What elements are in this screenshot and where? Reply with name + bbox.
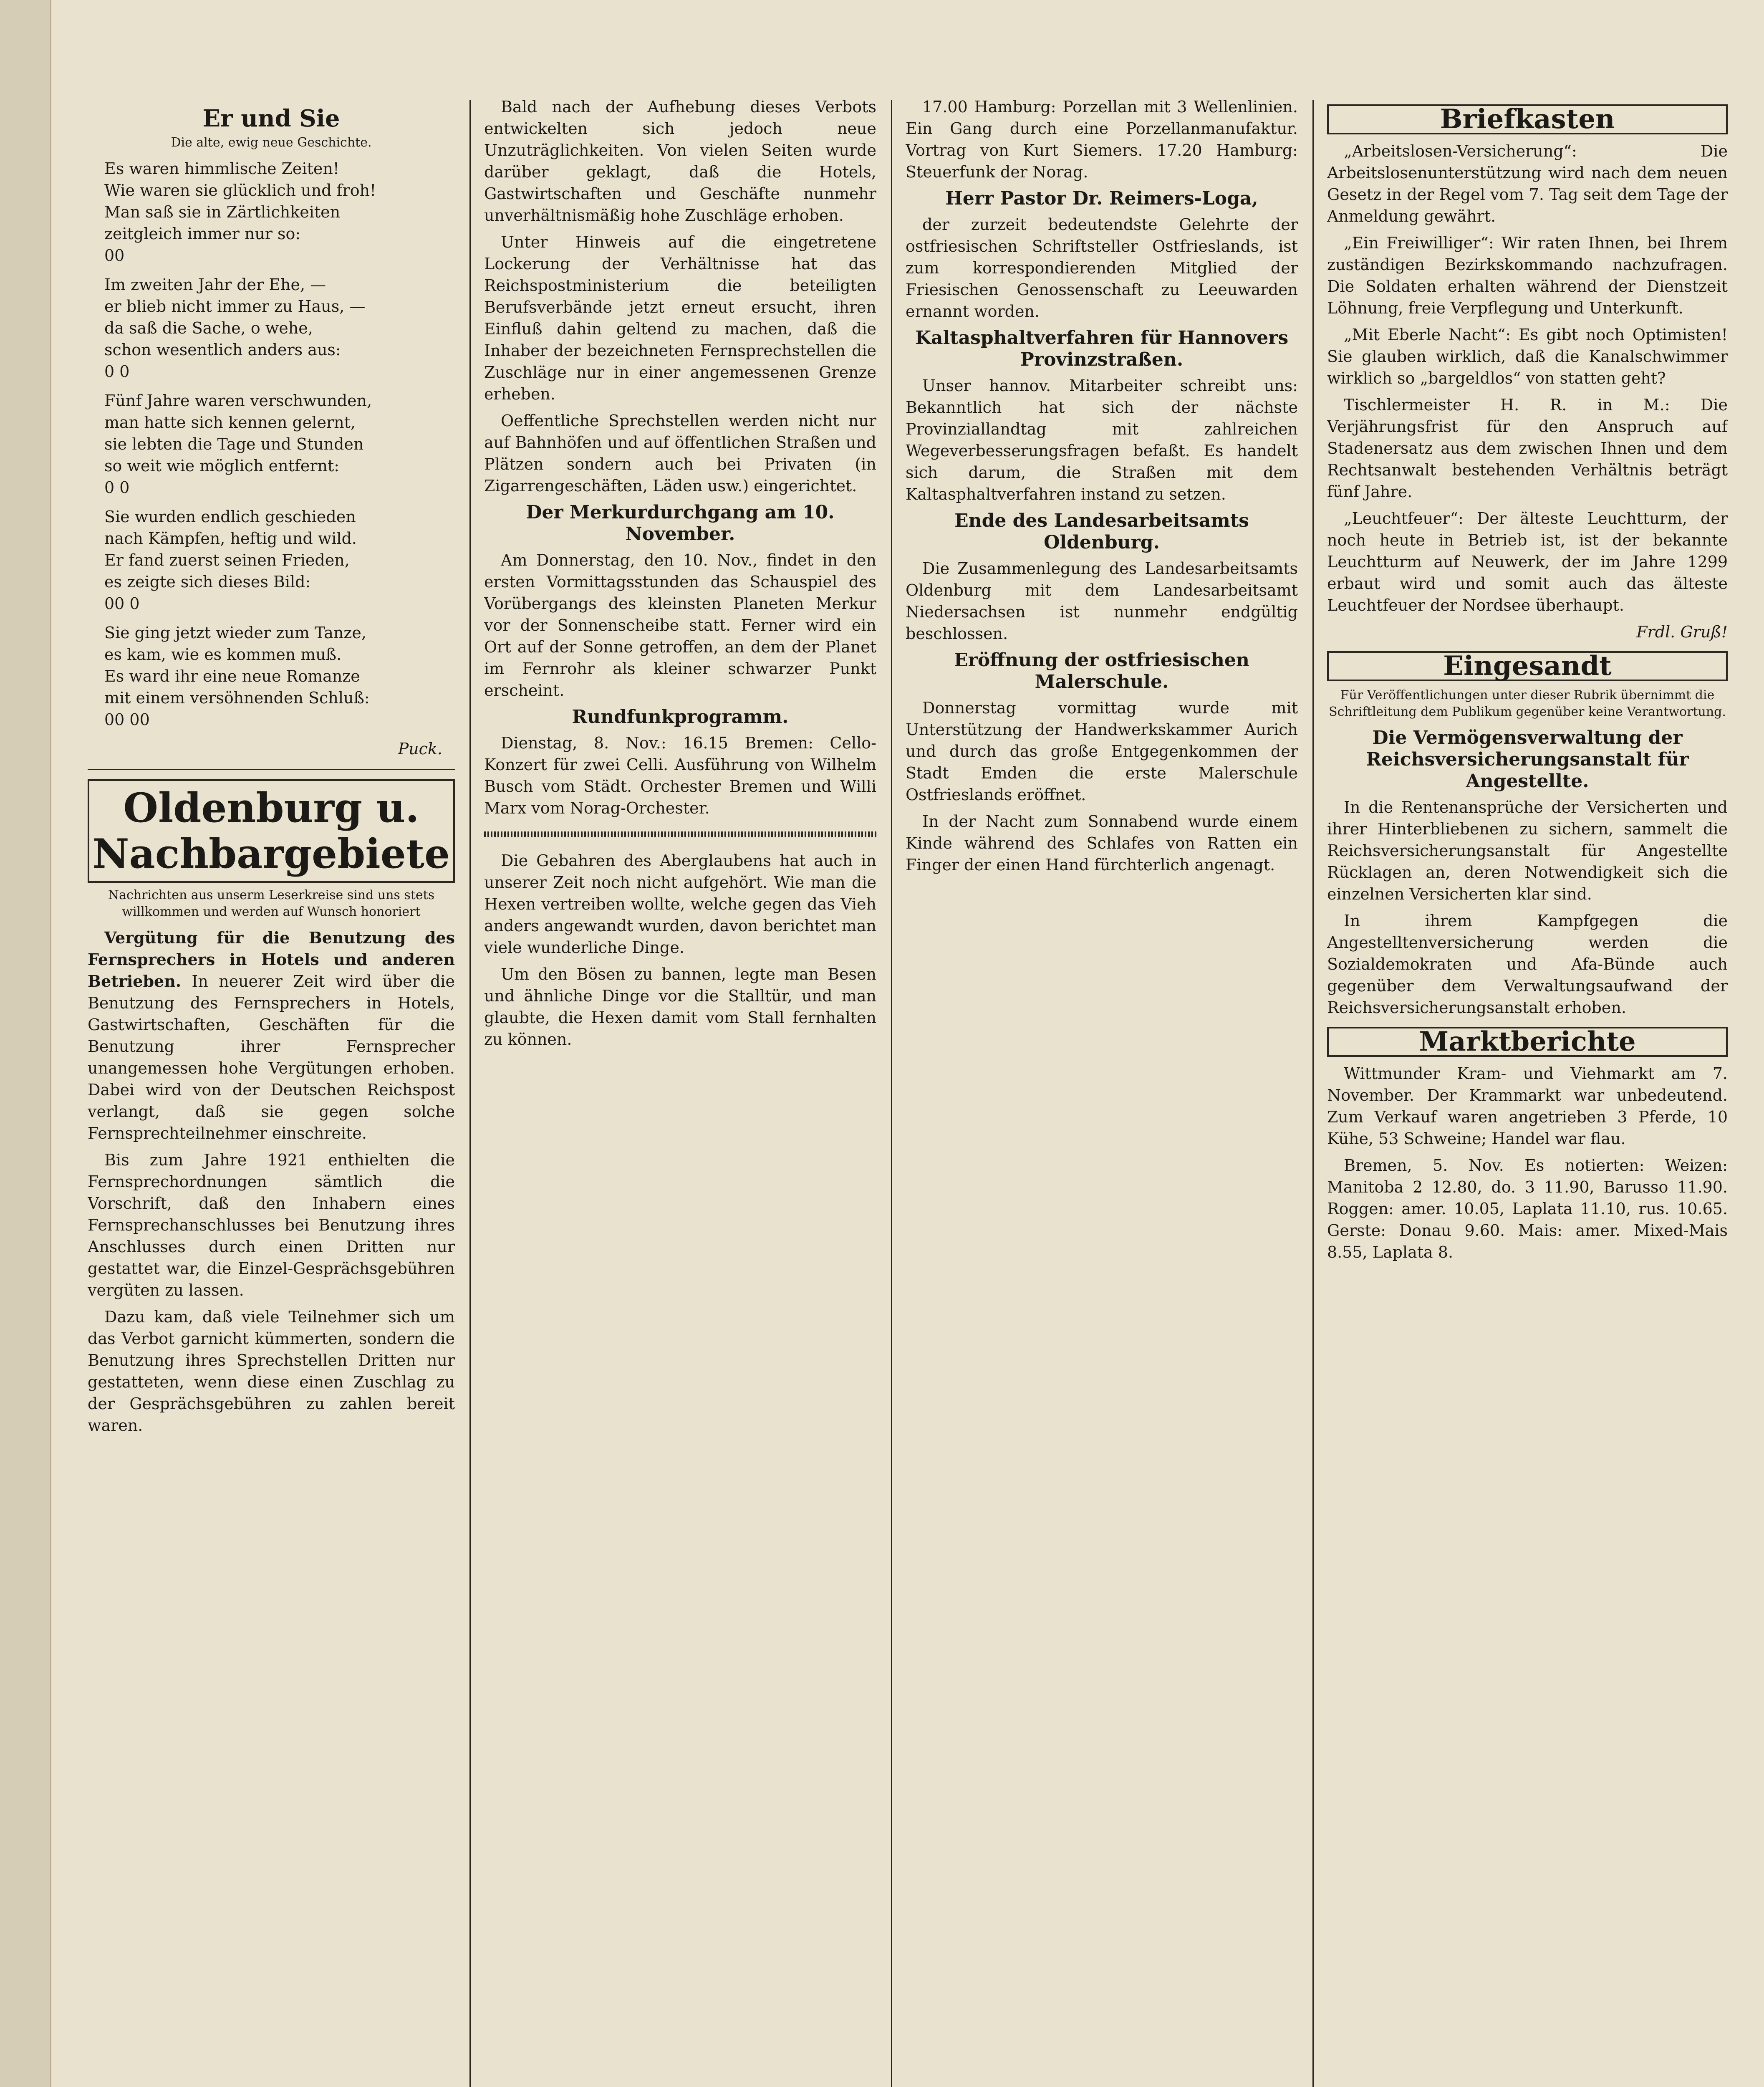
article-text: In neuerer Zeit wird über die Benutzung des Fernsprechers in Hotels, Gastwirtschaften, Geschäften für die Benutzung ihrer Fernsprecher unangemessen hohe Vergütungen erhoben. Dabei wird von der Deutschen Reichspost verlangt, daß sie gegen solche Fernsprechteilnehmer einschreite. bbox=[88, 972, 455, 1142]
poem-stanza-2 bbox=[88, 274, 455, 382]
poem-line: Er fand zuerst seinen Frieden, bbox=[104, 551, 350, 569]
poem-line: 0 0 bbox=[104, 362, 130, 381]
article-paragraph: „Ein Freiwilliger“: Wir raten Ihnen, bei Ihrem zuständigen Bezirkskommando nachzufragen. Die Soldaten erhalten während der Dienstzeit Löhnung, freie Verpflegung und Unterkunft. bbox=[1327, 234, 1728, 317]
article-paragraph: Tischlermeister H. R. in M.: Die Verjährungsfrist für den Anspruch auf Stadenersatz aus dem zwischen Ihnen und dem Rechtsanwalt bestehenden Verhältnis beträgt fünf Jahre. bbox=[1327, 396, 1728, 501]
poem-line: Sie wurden endlich geschieden bbox=[104, 508, 356, 526]
binding-margin bbox=[0, 0, 51, 2087]
article-headline: Rundfunkprogramm. bbox=[572, 706, 789, 728]
poem-line: Wie waren sie glücklich und froh! bbox=[104, 181, 376, 200]
column-2 bbox=[484, 96, 876, 2087]
column-1 bbox=[88, 96, 455, 2087]
article-paragraph: der zurzeit bedeutendste Gelehrte der ostfriesischen Schriftsteller Ostfrieslands, ist zum korrespondierenden Mitglied der Friesischen Genossenschaft zu Leeuwarden ernannt worden. bbox=[906, 215, 1298, 321]
article-paragraph: Um den Bösen zu bannen, legte man Besen und ähnliche Dinge vor die Stalltür, und man glaubte, die Hexen damit vom Stall fernhalten zu können. bbox=[484, 965, 876, 1049]
article-paragraph: 17.00 Hamburg: Porzellan mit 3 Wellenlinien. Ein Gang durch eine Porzellanmanufaktur. Vortrag von Kurt Siemers. 17.20 Hamburg: Steuerfunk der Norag. bbox=[906, 98, 1298, 181]
article-paragraph: „Arbeitslosen-Versicherung“: Die Arbeitslosenunterstützung wird nach dem neuen Gesetz in der Regel vom 7. Tag seit dem Tage der Anmeldung gewährt. bbox=[1327, 142, 1728, 225]
article-paragraph: Unser hannov. Mitarbeiter schreibt uns: Bekanntlich hat sich der nächste Provinziallandtag mit zahlreichen Wegeverbesserungsfragen befaßt. Es handelt sich darum, die Straßen mit dem Kaltasphaltverfahren instand zu setzen. bbox=[906, 376, 1298, 503]
article-headline: Die Vermögensverwaltung der Reichsversicherungsanstalt für Angestellte. bbox=[1366, 727, 1689, 792]
poem-line: Man saß sie in Zärtlichkeiten bbox=[104, 203, 341, 221]
poem-line: nach Kämpfen, heftig und wild. bbox=[104, 529, 357, 548]
eingesandt-disclaimer: Für Veröffentlichungen unter dieser Rubrik übernimmt die Schriftleitung dem Publikum gegenüber keine Verantwortung. bbox=[1329, 688, 1726, 719]
poem-line: da saß die Sache, o wehe, bbox=[104, 319, 313, 337]
article-headline: Kaltasphaltverfahren für Hannovers Provinzstraßen. bbox=[915, 327, 1289, 370]
article-paragraph: Wittmunder Kram- und Viehmarkt am 7. November. Der Krammarkt war unbedeutend. Zum Verkauf waren angetrieben 3 Pferde, 10 Kühe, 53 Schweine; Handel war flau. bbox=[1327, 1064, 1728, 1148]
article-paragraph: Bis zum Jahre 1921 enthielten die Fernsprechordnungen sämtlich die Vorschrift, daß den Inhabern eines Fernsprechanschlusses bei Benutzung ihres Anschlusses durch einen Dritten nur gestattet war, die Einzel-Gesprächsgebühren vergüten zu lassen. bbox=[88, 1151, 455, 1299]
poem-line: Sie ging jetzt wieder zum Tanze, bbox=[104, 624, 366, 642]
poem-line: schon wesentlich anders aus: bbox=[104, 341, 341, 359]
poem-line: Es waren himmlische Zeiten! bbox=[104, 159, 340, 178]
poem-line: so weit wie möglich entfernt: bbox=[104, 457, 340, 475]
poem-line: Es ward ihr eine neue Romanze bbox=[104, 667, 360, 685]
article-headline: Ende des Landesarbeitsamts Oldenburg. bbox=[954, 510, 1249, 553]
article-paragraph: In der Nacht zum Sonnabend wurde einem Kinde während des Schlafes von Ratten ein Finger der einen Hand fürchterlich angenagt. bbox=[906, 812, 1298, 874]
section-title: Oldenburg u. Nachbargebiete bbox=[88, 779, 455, 883]
article-paragraph: Unter Hinweis auf die eingetretene Lockerung der Verhältnisse hat das Reichspostministerium die beteiligten Berufsverbände jetzt erneut ersucht, ihren Einfluß dahin geltend zu machen, daß die Inhaber der bezeichneten Fernsprechstellen die Zuschläge nur in einer angemessenen Grenze erheben. bbox=[484, 233, 876, 403]
divider bbox=[88, 769, 455, 770]
article-paragraph: Die Gebahren des Aberglaubens hat auch in unserer Zeit noch nicht aufgehört. Wie man die Hexen vertreiben wollte, welche gegen das Vieh anders angewandt wurden, davon berichtet man viele wunderliche Dinge. bbox=[484, 851, 876, 957]
article-paragraph: „Leuchtfeuer“: Der älteste Leuchtturm, der noch heute in Betrieb ist, ist der bekannte Leuchtturm auf Neuwerk, der im Jahre 1299 erbaut wird und somit auch das älteste Leuchtfeuer der Nordsee überhaupt. bbox=[1327, 509, 1728, 614]
poem-line: es kam, wie es kommen muß. bbox=[104, 645, 342, 664]
article-headline: Herr Pastor Dr. Reimers-Loga, bbox=[945, 188, 1258, 209]
article-headline: Vergütung für die Benutzung des Fernsprechers in Hotels und anderen Betrieben. bbox=[88, 928, 455, 990]
poem-line: zeitgleich immer nur so: bbox=[104, 225, 301, 243]
poem-line: 00 00 bbox=[104, 710, 150, 729]
poem-line: Im zweiten Jahr der Ehe, — bbox=[104, 275, 326, 294]
article-paragraph: Bald nach der Aufhebung dieses Verbots entwickelten sich jedoch neue Unzuträglichkeiten. Von vielen Seiten wurde darüber geklagt, daß die Hotels, Gastwirtschaften und Geschäfte nunmehr unverhältnismäßig hohe Zuschläge erhoben. bbox=[484, 98, 876, 225]
divider bbox=[484, 831, 876, 837]
poem-line: mit einem versöhnenden Schluß: bbox=[104, 689, 370, 707]
poem-line: 00 0 bbox=[104, 594, 140, 613]
marktberichte-heading: Marktberichte bbox=[1327, 1027, 1728, 1057]
article-paragraph: In die Rentenansprüche der Versicherten und ihrer Hinterbliebenen zu sichern, sammelt die Reichsversicherungsanstalt für Angestellte Rücklagen an, deren Notwendigkeit sich die einzelnen Versicherten klar sind. bbox=[1327, 798, 1728, 903]
column-rule bbox=[891, 100, 892, 2087]
poem-author: Puck. bbox=[398, 740, 442, 758]
poem-line: es zeigte sich dieses Bild: bbox=[104, 573, 311, 591]
poem-stanza-3 bbox=[88, 390, 455, 498]
poem-line: 0 0 bbox=[104, 478, 130, 497]
briefkasten-heading: Briefkasten bbox=[1327, 104, 1728, 134]
column-4 bbox=[1327, 96, 1728, 2087]
column-rule bbox=[469, 100, 471, 2087]
article-paragraph: Donnerstag vormittag wurde mit Unterstützung der Handwerkskammer Aurich und durch das große Entgegenkommen der Stadt Emden die erste Malerschule Ostfrieslands eröffnet. bbox=[906, 699, 1298, 804]
signature: Frdl. Gruß! bbox=[1636, 623, 1728, 641]
poem-stanza-5 bbox=[88, 622, 455, 730]
article-paragraph: In ihrem Kampfgegen die Angestelltenversicherung werden die Sozialdemokraten und Afa-Bünde auch gegenüber dem Verwaltungsaufwand der Reichsversicherungsanstalt erhoben. bbox=[1327, 912, 1728, 1017]
poem-line: sie lebten die Tage und Stunden bbox=[104, 435, 364, 453]
poem-subtitle: Die alte, ewig neue Geschichte. bbox=[171, 135, 372, 150]
poem-line: man hatte sich kennen gelernt, bbox=[104, 413, 356, 432]
article-paragraph: Dazu kam, daß viele Teilnehmer sich um das Verbot garnicht kümmerten, sondern die Benutzung ihres Sprechstellen Dritten nur gestatteten, wenn diese einen Zuschlag zu der Gesprächsgebühren zu zahlen bereit waren. bbox=[88, 1308, 455, 1435]
article-paragraph bbox=[88, 927, 455, 1144]
poem-line: Fünf Jahre waren verschwunden, bbox=[104, 392, 372, 410]
article-paragraph: Oeffentliche Sprechstellen werden nicht nur auf Bahnhöfen und auf öffentlichen Straßen und Plätzen sondern auch bei Privaten (in Zigarrengeschäften, Läden usw.) eingerichtet. bbox=[484, 412, 876, 495]
article-paragraph: Dienstag, 8. Nov.: 16.15 Bremen: Cello-Konzert für zwei Celli. Ausführung von Wilhelm Busch vom Städt. Orchester Bremen und Willi Marx vom Norag-Orchester. bbox=[484, 734, 876, 817]
poem-body bbox=[88, 158, 455, 730]
article-headline: Eröffnung der ostfriesischen Malerschule. bbox=[954, 649, 1249, 692]
article-paragraph: Am Donnerstag, den 10. Nov., findet in den ersten Vormittagsstunden das Schauspiel des Vorübergangs des kleinsten Planeten Merkur vor der Sonnenscheibe statt. Ferner wird ein Ort auf der Sonne getroffen, an dem der Planet im Fernrohr als kleiner schwarzer Punkt erscheint. bbox=[484, 551, 876, 700]
poem-line: 00 bbox=[104, 246, 125, 265]
article-headline: Der Merkurdurchgang am 10. November. bbox=[526, 502, 835, 545]
section-subtitle: Nachrichten aus unserm Leserkreise sind uns stets willkommen und werden auf Wunsch honoriert bbox=[108, 888, 435, 919]
newspaper-page bbox=[63, 0, 1764, 2087]
article-paragraph: „Mit Eberle Nacht“: Es gibt noch Optimisten! Sie glauben wirklich, daß die Kanalschwimmer wirklich so „bargeldlos“ von statten geht? bbox=[1327, 326, 1728, 387]
poem-stanza-4 bbox=[88, 506, 455, 614]
poem-title: Er und Sie bbox=[202, 105, 340, 132]
poem-line: er blieb nicht immer zu Haus, — bbox=[104, 297, 366, 316]
column-rule bbox=[1312, 100, 1314, 2087]
article-paragraph: Bremen, 5. Nov. Es notierten: Weizen: Manitoba 2 12.80, do. 3 11.90, Barusso 11.90. Roggen: amer. 10.05, Laplata 11.10, rus. 10.65. Gerste: Donau 9.60. Mais: amer. Mixed-Mais 8.55, Laplata 8. bbox=[1327, 1156, 1728, 1261]
eingesandt-heading: Eingesandt bbox=[1327, 651, 1728, 681]
column-3 bbox=[906, 96, 1298, 2087]
article-paragraph: Die Zusammenlegung des Landesarbeitsamts Oldenburg mit dem Landesarbeitsamt Niedersachsen ist nunmehr endgültig beschlossen. bbox=[906, 559, 1298, 643]
